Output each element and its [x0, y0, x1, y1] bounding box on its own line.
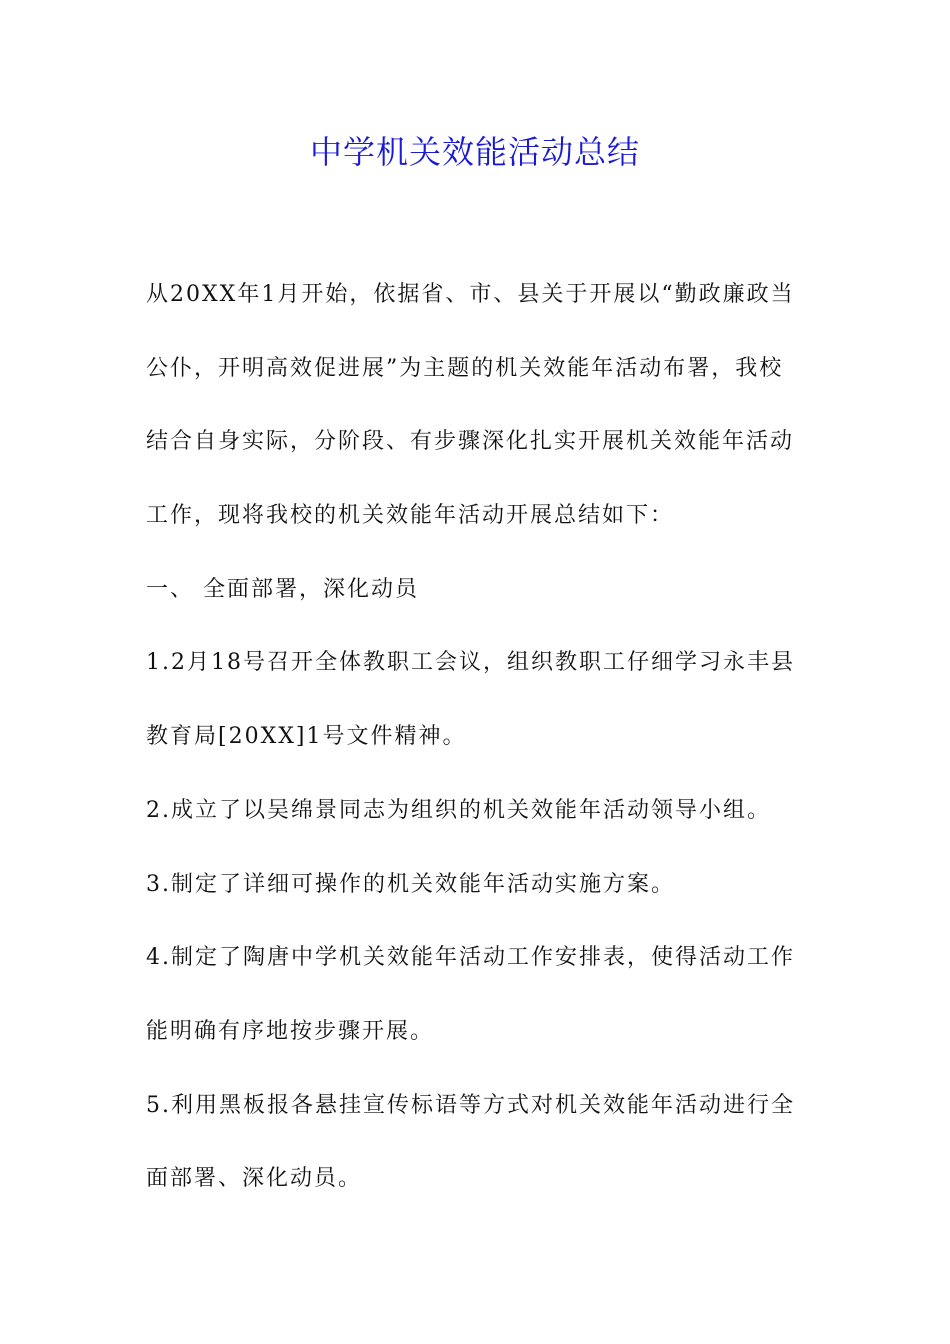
body-line: 能明确有序地按步骤开展。 [146, 1018, 435, 1044]
body-line: 从20XX年1月开始，依据省、市、县关于开展以“勤政廉政当 [146, 282, 795, 307]
body-line: 教育局[20XX]1号文件精神。 [146, 724, 467, 750]
section-heading: 一、 全面部署，深化动员 [146, 576, 419, 602]
document-body [146, 258, 806, 1216]
body-line: 5.利用黑板报各悬挂宣传标语等方式对机关效能年活动进行全 [146, 1092, 795, 1118]
document-title: 中学机关效能活动总结 [309, 133, 640, 171]
body-line: 4.制定了陶唐中学机关效能年活动工作安排表，使得活动工作 [146, 945, 795, 971]
body-line: 公仆，开明高效促进展”为主题的机关效能年活动布署，我校 [146, 355, 784, 381]
body-line: 面部署、深化动员。 [146, 1166, 363, 1192]
body-line: 2.成立了以吴绵景同志为组织的机关效能年活动领导小组。 [146, 797, 771, 823]
body-line: 3.制定了详细可操作的机关效能年活动实施方案。 [146, 871, 675, 897]
body-line: 1.2月18号召开全体教职工会议，组织教职工仔细学习永丰县 [146, 650, 795, 676]
body-line: 结合自身实际，分阶段、有步骤深化扎实开展机关效能年活动 [146, 429, 795, 455]
body-line: 工作，现将我校的机关效能年活动开展总结如下： [146, 503, 675, 529]
